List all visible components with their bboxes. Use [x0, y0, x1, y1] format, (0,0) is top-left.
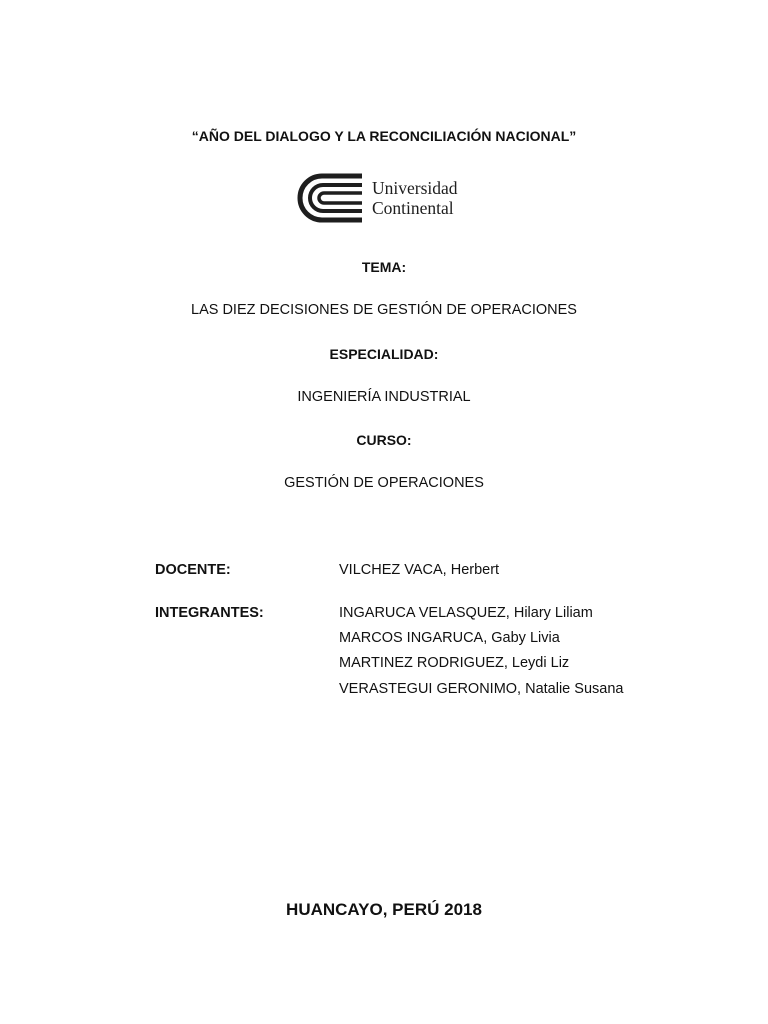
university-logo	[292, 172, 482, 224]
logo-line-1: Universidad	[372, 178, 458, 198]
curso-label: CURSO:	[356, 432, 412, 448]
tema-value: LAS DIEZ DECISIONES DE GESTIÓN DE OPERACIONES	[191, 302, 577, 318]
logo-line-2: Continental	[372, 198, 454, 218]
member-item: INGARUCA VELASQUEZ, Hilary Liliam	[339, 605, 593, 621]
integrantes-label: INTEGRANTES:	[155, 605, 264, 621]
motto-heading: “AÑO DEL DIALOGO Y LA RECONCILIACIÓN NACIONAL”	[191, 128, 577, 144]
member-item: VERASTEGUI GERONIMO, Natalie Susana	[339, 681, 624, 697]
docente-label: DOCENTE:	[155, 562, 231, 578]
footer-location-year: HUANCAYO, PERÚ 2018	[286, 900, 482, 919]
universidad-continental-logo-icon	[292, 172, 364, 224]
especialidad-value: INGENIERÍA INDUSTRIAL	[297, 389, 471, 405]
tema-label: TEMA:	[361, 259, 407, 275]
docente-value: VILCHEZ VACA, Herbert	[339, 562, 500, 578]
curso-value: GESTIÓN DE OPERACIONES	[284, 475, 484, 491]
member-item: MARCOS INGARUCA, Gaby Livia	[339, 630, 560, 646]
especialidad-label: ESPECIALIDAD:	[329, 346, 439, 362]
member-item: MARTINEZ RODRIGUEZ, Leydi Liz	[339, 655, 570, 671]
